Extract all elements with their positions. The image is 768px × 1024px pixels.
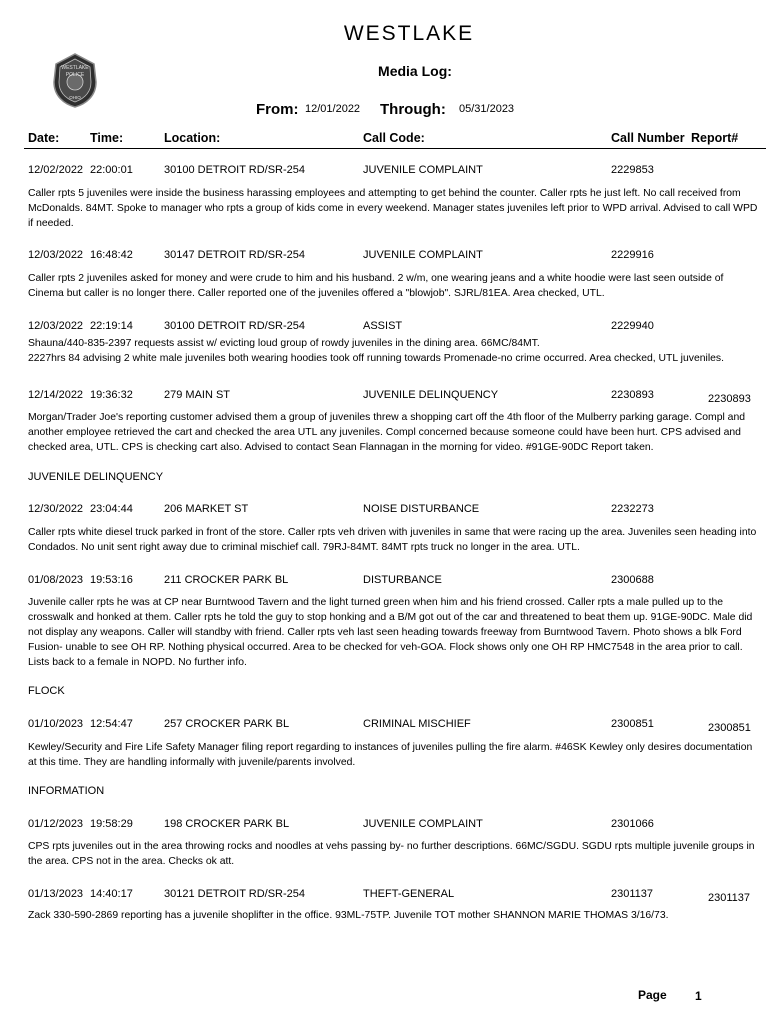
entry-date: 01/10/2023	[28, 718, 84, 730]
entry-report-number: 2230893	[708, 393, 751, 405]
entry-narrative: Morgan/Trader Joe's reporting customer advised them a group of juveniles threw a shopping cart off the 4th floor of the Mulberry parking garage. Compl and another employee retrieved the cart and checked the area UTL any juveniles. Compl concerned because someone could have been hurt. CPS advised and checked area, UTL. CPS is checking cart also. Advised to contact Sean Flannagan in the morning for video. #91GE-90DC Report taken.	[28, 412, 746, 453]
svg-text:OHIO: OHIO	[69, 95, 81, 100]
entry-narrative: Caller rpts 2 juveniles asked for money and were crude to him and his husband. 2 w/m, one wearing jeans and a white hoodie were last seen outside of Cinema but caller is no longer there. Caller reported one of the juveniles offered a "blowjob". SJRL/81EA. Area checked, UTL.	[28, 273, 724, 299]
entry-call-code: NOISE DISTURBANCE	[363, 503, 480, 515]
entry-time: 19:36:32	[90, 389, 133, 401]
entry-location: 30100 DETROIT RD/SR-254	[164, 320, 306, 332]
entry-narrative: Juvenile caller rpts he was at CP near Burntwood Tavern and the light turned green when him and his friend crossed. Caller rpts a male pulled up to the crosswalk and honked at them. Caller rpts he told the guy to stop honking and a B/M got out of the car and threatened to beat them up. 91GE-90DC. Male did not display any weapons. Caller will standby with friend. Caller rpts veh last seen heading towards freeway from Burntwood Tavern. Photo shows a blk Ford Fusion- unable to see OH RP. Nothing physical occurred. Area to be checked for veh-GOA. Flock shows only one OH RP HMC7548 in the area prior to call. Lists back to a female in NOPD. No further info.	[28, 597, 753, 668]
entry-time: 22:19:14	[90, 320, 133, 332]
entry-narrative: Shauna/440-835-2397 requests assist w/ evicting loud group of rowdy juveniles in the dining area. 66MC/84MT. 2227hrs 84 advising 2 white male juveniles both wearing hoodies took off running towards Promenade-no crime occurred. Area checked, UTL juveniles.	[28, 338, 724, 364]
entry-date: 01/08/2023	[28, 574, 84, 586]
entry-location: 30147 DETROIT RD/SR-254	[164, 249, 306, 261]
entry-call-number: 2301137	[611, 888, 654, 900]
entry-call-number: 2232273	[611, 503, 654, 515]
svg-text:WESTLAKE: WESTLAKE	[61, 65, 89, 71]
entry-time: 16:48:42	[90, 249, 133, 261]
column-header-time: Time:	[90, 131, 124, 145]
entry-time: 19:53:16	[90, 574, 133, 586]
entry-narrative: Kewley/Security and Fire Life Safety Manager filing report regarding to instances of juveniles pulling the fire alarm. #46SK Kewley only desires documentation at this time. They are handling informally with juvenile/parents involved.	[28, 742, 753, 768]
entry-call-code: ASSIST	[363, 320, 403, 332]
column-header-call-number: Call Number	[611, 131, 685, 145]
entry-category: INFORMATION	[28, 785, 105, 797]
through-label: Through:	[380, 101, 446, 118]
entry-call-number: 2229916	[611, 249, 654, 261]
entry-call-number: 2229940	[611, 320, 654, 332]
entry-time: 14:40:17	[90, 888, 133, 900]
entry-call-code: JUVENILE COMPLAINT	[363, 818, 483, 830]
entry-time: 19:58:29	[90, 818, 133, 830]
column-header-report: Report#	[691, 131, 739, 145]
entry-time: 12:54:47	[90, 718, 133, 730]
entry-date: 01/13/2023	[28, 888, 84, 900]
agency-title: WESTLAKE	[343, 22, 475, 45]
entry-report-number: 2300851	[708, 722, 751, 734]
entry-location: 206 MARKET ST	[164, 503, 249, 515]
entry-narrative: Caller rpts 5 juveniles were inside the business harassing employees and attempting to get behind the counter. Caller rpts he just left. No call received from McDonalds. 84MT. Spoke to manager who rpts a group of kids come in every weekend. Manager states juveniles left prior to WPD arrival. Advised to call WPD if needed.	[28, 188, 758, 229]
column-header-call-code: Call Code:	[363, 131, 425, 145]
column-header-location: Location:	[164, 131, 221, 145]
police-badge-logo	[50, 52, 100, 108]
entry-call-code: JUVENILE COMPLAINT	[363, 164, 483, 176]
column-header-date: Date:	[28, 131, 60, 145]
entry-time: 22:00:01	[90, 164, 133, 176]
entry-call-number: 2300851	[611, 718, 654, 730]
entry-call-code: CRIMINAL MISCHIEF	[363, 718, 471, 730]
from-label: From:	[256, 101, 299, 118]
entry-call-code: JUVENILE DELINQUENCY	[363, 389, 499, 401]
entry-location: 257 CROCKER PARK BL	[164, 718, 290, 730]
entry-call-number: 2229853	[611, 164, 654, 176]
entry-location: 30121 DETROIT RD/SR-254	[164, 888, 306, 900]
page-number: 1	[695, 989, 702, 1003]
from-date: 12/01/2022	[305, 103, 361, 115]
entry-location: 211 CROCKER PARK BL	[164, 574, 289, 586]
entry-date: 12/14/2022	[28, 389, 84, 401]
entry-category: FLOCK	[28, 685, 65, 697]
entry-category: JUVENILE DELINQUENCY	[28, 471, 164, 483]
entry-narrative: Zack 330-590-2869 reporting has a juvenile shoplifter in the office. 93ML-75TP. Juvenile TOT mother SHANNON MARIE THOMAS 3/16/73.	[28, 910, 669, 921]
entry-location: 279 MAIN ST	[164, 389, 231, 401]
header-divider	[24, 148, 766, 149]
entry-location: 30100 DETROIT RD/SR-254	[164, 164, 306, 176]
entry-narrative: Caller rpts white diesel truck parked in front of the store. Caller rpts veh driven with juveniles in same that were racing up the area. Juveniles seen heading into Condados. No unit sent right away due to criminal mischief call. 79RJ-84MT. 84MT rpts truck no longer in the area. UTL.	[28, 527, 757, 553]
svg-text:POLICE: POLICE	[65, 72, 85, 78]
entry-date: 12/03/2022	[28, 320, 84, 332]
page-label: Page	[638, 988, 667, 1002]
entry-date: 12/03/2022	[28, 249, 84, 261]
entry-narrative: CPS rpts juveniles out in the area throwing rocks and noodles at vehs passing by- no further descriptions. 66MC/SGDU. SGDU rpts multiple juvenile groups in the area. CPS not in the area. Checks ok att.	[28, 841, 755, 867]
entry-date: 01/12/2023	[28, 818, 84, 830]
entry-call-code: THEFT-GENERAL	[363, 888, 455, 900]
entry-call-code: JUVENILE COMPLAINT	[363, 249, 483, 261]
entry-report-number: 2301137	[708, 892, 751, 904]
entry-call-number: 2300688	[611, 574, 654, 586]
entry-call-number: 2230893	[611, 389, 654, 401]
document-title: Media Log:	[378, 63, 452, 79]
entry-date: 12/30/2022	[28, 503, 84, 515]
entry-call-code: DISTURBANCE	[363, 574, 442, 586]
entry-time: 23:04:44	[90, 503, 133, 515]
entry-date: 12/02/2022	[28, 164, 84, 176]
entry-location: 198 CROCKER PARK BL	[164, 818, 290, 830]
through-date: 05/31/2023	[459, 103, 515, 115]
entry-call-number: 2301066	[611, 818, 654, 830]
